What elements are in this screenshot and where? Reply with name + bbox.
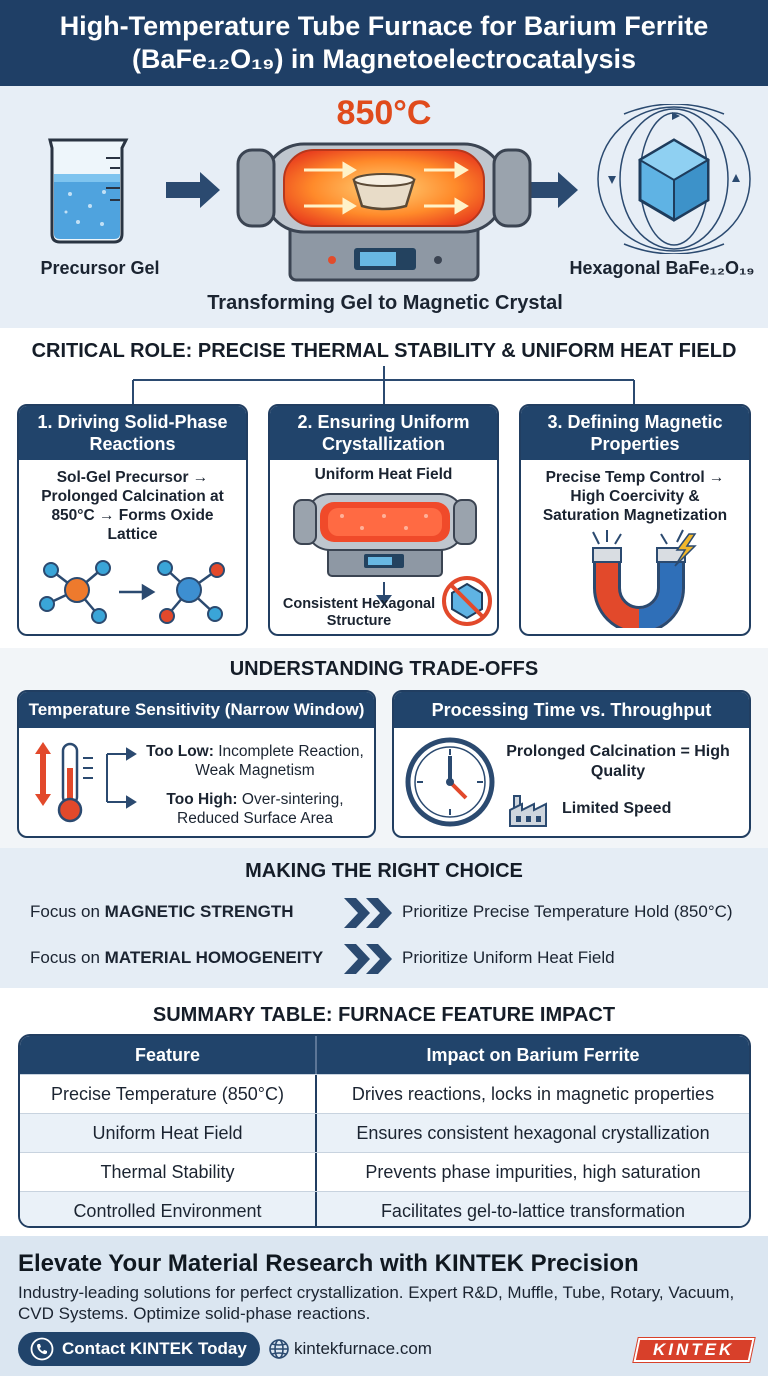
choice-row-2-focus-label: MATERIAL HOMOGENEITY — [104, 948, 324, 967]
hero-caption: Transforming Gel to Magnetic Crystal — [207, 292, 563, 314]
footer-title: Elevate Your Material Research with KINTEK Precision — [18, 1250, 639, 1277]
summary-title: SUMMARY TABLE: FURNACE FEATURE IMPACT — [152, 1004, 616, 1026]
phone-icon — [30, 1337, 54, 1361]
kintek-logo — [633, 1338, 754, 1362]
role-card-1-head: 1. Driving Solid-Phase Reactions — [19, 406, 246, 460]
too-low-detail: Incomplete Reaction, Weak Magnetism — [195, 743, 364, 779]
page-header — [0, 0, 768, 86]
footer-text: Industry-leading solutions for perfect crystallization. Expert R&D, Muffle, Tube, Rotary, Vacuum, CVD Systems. Optimize solid-phase reactions. — [18, 1283, 735, 1323]
connector-lines — [0, 366, 768, 406]
table-row — [20, 1191, 749, 1228]
role-card-3-body: Precise Temp Control → High Coercivity & Saturation Magnetization — [542, 469, 728, 524]
magnetic-crystal-icon — [584, 104, 764, 254]
molecule-icon — [37, 552, 233, 628]
table-header-impact: Impact on Barium Ferrite — [426, 1044, 640, 1065]
table-cell-impact: Drives reactions, locks in magnetic properties — [351, 1083, 715, 1104]
thermometer-icon — [31, 738, 101, 828]
summary-table — [18, 1034, 751, 1228]
choice-row-2-prefix: Focus on — [30, 948, 100, 967]
choice-row-1-focus-label: MAGNETIC STRENGTH — [104, 902, 294, 921]
table-cell-feature: Controlled Environment — [20, 1192, 317, 1228]
beaker-icon — [40, 134, 140, 246]
table-cell-feature: Thermal Stability — [20, 1153, 317, 1191]
precursor-label: Precursor Gel — [40, 258, 160, 278]
temperature-sensitivity-head: Temperature Sensitivity (Narrow Window) — [19, 692, 374, 728]
table-row — [20, 1074, 749, 1113]
choice-row-1-focus — [30, 902, 294, 922]
table-cell-impact: Facilitates gel-to-lattice transformation — [380, 1200, 686, 1221]
table-row — [20, 1113, 749, 1152]
table-cell-impact: Prevents phase impurities, high saturation — [365, 1161, 701, 1182]
tradeoffs-title: UNDERSTANDING TRADE-OFFS — [229, 658, 539, 680]
kintek-logo-text: KINTEK — [653, 1340, 735, 1359]
choice-row-2-result: Prioritize Uniform Heat Field — [402, 948, 615, 967]
title-line-2: (BaFe₁₂O₁₉) in Magnetoelectrocatalysis — [131, 44, 637, 74]
too-high-label: Too High: — [166, 791, 238, 808]
role-card-2-top: Uniform Heat Field — [314, 466, 453, 483]
table-header-row — [20, 1036, 749, 1074]
role-card-3-head: 3. Defining Magnetic Properties — [521, 406, 749, 460]
role-card-1-body: Sol-Gel Precursor → Prolonged Calcination at 850°C → Forms Oxide Lattice — [41, 469, 224, 543]
arrow-right-icon — [164, 170, 224, 210]
hero-temperature: 850°C — [336, 94, 432, 132]
too-low-text — [137, 742, 373, 780]
title-line-1: High-Temperature Tube Furnace for Barium Ferrite — [59, 11, 709, 41]
globe-icon — [268, 1338, 290, 1360]
website-link[interactable]: kintekfurnace.com — [294, 1339, 432, 1358]
magnet-icon — [577, 528, 707, 628]
processing-time-head: Processing Time vs. Throughput — [394, 692, 749, 728]
table-cell-impact: Ensures consistent hexagonal crystallization — [356, 1122, 710, 1143]
branch-arrows-icon — [99, 746, 139, 810]
choice-section — [0, 848, 768, 988]
factory-icon — [508, 790, 554, 828]
contact-button[interactable] — [18, 1332, 260, 1366]
temperature-sensitivity-card — [17, 690, 376, 838]
prolonged-calcination-text: Prolonged Calcination = High Quality — [506, 743, 730, 780]
tradeoffs-section — [0, 648, 768, 848]
role-card-2 — [268, 404, 499, 636]
table-cell-feature: Uniform Heat Field — [20, 1114, 317, 1152]
prohibited-crystal-icon — [440, 574, 494, 628]
mini-furnace-icon — [292, 486, 478, 586]
contact-button-label: Contact KINTEK Today — [62, 1339, 247, 1358]
double-chevron-icon — [344, 944, 394, 974]
limited-speed-text: Limited Speed — [562, 800, 672, 817]
double-chevron-icon — [344, 898, 394, 928]
role-card-2-head: 2. Ensuring Uniform Crystallization — [270, 406, 497, 460]
too-high-text — [137, 790, 373, 828]
table-row — [20, 1152, 749, 1191]
choice-row-1-result: Prioritize Precise Temperature Hold (850°C) — [402, 902, 733, 921]
hero-panel — [0, 86, 768, 328]
processing-time-card — [392, 690, 751, 838]
too-low-label: Too Low: — [146, 743, 214, 760]
crystal-label: Hexagonal BaFe₁₂O₁₉ — [569, 258, 755, 278]
choice-row-1-prefix: Focus on — [30, 902, 100, 921]
too-high-detail: Over-sintering, Reduced Surface Area — [177, 791, 344, 827]
table-cell-feature: Precise Temperature (850°C) — [20, 1075, 317, 1113]
table-header-feature: Feature — [20, 1036, 317, 1074]
choice-title: MAKING THE RIGHT CHOICE — [245, 860, 523, 882]
choice-row-2-focus — [30, 948, 323, 968]
role-card-2-body: Consistent Hexagonal Structure — [282, 596, 436, 629]
roles-title: CRITICAL ROLE: PRECISE THERMAL STABILITY & UNIFORM HEAT FIELD — [31, 340, 737, 362]
footer — [0, 1236, 768, 1376]
tube-furnace-icon — [234, 136, 534, 286]
clock-icon — [404, 736, 496, 828]
role-card-1 — [17, 404, 248, 636]
role-card-3 — [519, 404, 751, 636]
